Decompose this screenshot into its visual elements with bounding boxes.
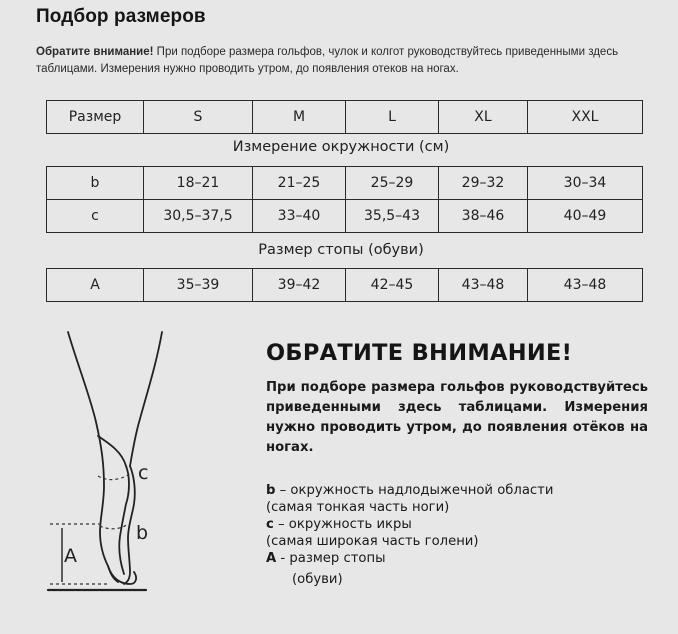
circumference-table [46,166,643,233]
legend-sub-a: (обуви) [292,572,343,587]
table-cell: 42–45 [346,269,439,302]
table-cell: 25–29 [346,167,439,200]
legend-key-a: A [266,551,277,566]
table-cell: S [144,101,253,134]
leg-measurement-illustration [38,326,238,598]
legend-sub-b: (самая тонкая часть ноги) [266,500,450,515]
legend-key-b: b [266,483,276,498]
table-cell: 35,5–43 [346,200,439,233]
intro-bold: Обратите внимание! [36,46,154,58]
table-cell: 30–34 [528,167,643,200]
legend-key-c: c [266,517,274,532]
table-cell: 18–21 [144,167,253,200]
table-cell: 29–32 [439,167,528,200]
table-cell: 38–46 [439,200,528,233]
measurement-legend [266,482,646,588]
diagram-label-c: c [138,462,149,484]
legend-sub-c: (самая широкая часть голени) [266,534,479,549]
legend-text-b: – окружность надлодыжечной области [275,483,554,498]
legend-text-c: – окружность икры [273,517,412,532]
section-heading-circumference: Измерение окружности (см) [232,139,450,155]
table-row [47,200,643,233]
table-cell: c [47,200,144,233]
table-cell: Размер [47,101,144,134]
table-cell: XXL [528,101,643,134]
legend-item-a [266,550,646,567]
diagram-label-b: b [136,522,149,544]
foot-size-table [46,268,643,302]
legend-item-b [266,482,646,499]
table-cell: 40–49 [528,200,643,233]
intro-text: При подборе размера гольфов, чулок и колгот руководствуйтесь приведенными здесь таблицами. Измерения нужно проводить утром, до появления отеков на ногах. [36,46,619,75]
legend-text-a: - размер стопы [276,551,386,566]
table-cell: M [253,101,346,134]
table-cell: A [47,269,144,302]
right-leg-outer-upper [130,332,162,466]
legend-item-c [266,516,646,533]
size-header-table [46,100,643,134]
diagram-label-a: A [64,545,77,567]
table-cell: 21–25 [253,167,346,200]
table-cell: 43–48 [528,269,643,302]
calf-measure-line [98,474,130,480]
section-heading-foot-size: Размер стопы (обуви) [258,242,424,258]
table-cell: XL [439,101,528,134]
notice-text: При подборе размера гольфов руководствуйтесь приведенными здесь таблицами. Измерения нужно проводить утром, до появления отёков на ногах. [266,380,648,455]
intro-paragraph [36,44,656,78]
table-row [47,269,643,302]
table-row [47,167,643,200]
ankle-measure-line [100,524,128,529]
page-title: Подбор размеров [36,6,206,27]
table-cell: 43–48 [439,269,528,302]
notice-headline: ОБРАТИТЕ ВНИМАНИЕ! [266,340,573,366]
table-cell: L [346,101,439,134]
table-cell: 33–40 [253,200,346,233]
table-row [47,101,643,134]
table-cell: 35–39 [144,269,253,302]
table-cell: 30,5–37,5 [144,200,253,233]
table-cell: b [47,167,144,200]
table-cell: 39–42 [253,269,346,302]
